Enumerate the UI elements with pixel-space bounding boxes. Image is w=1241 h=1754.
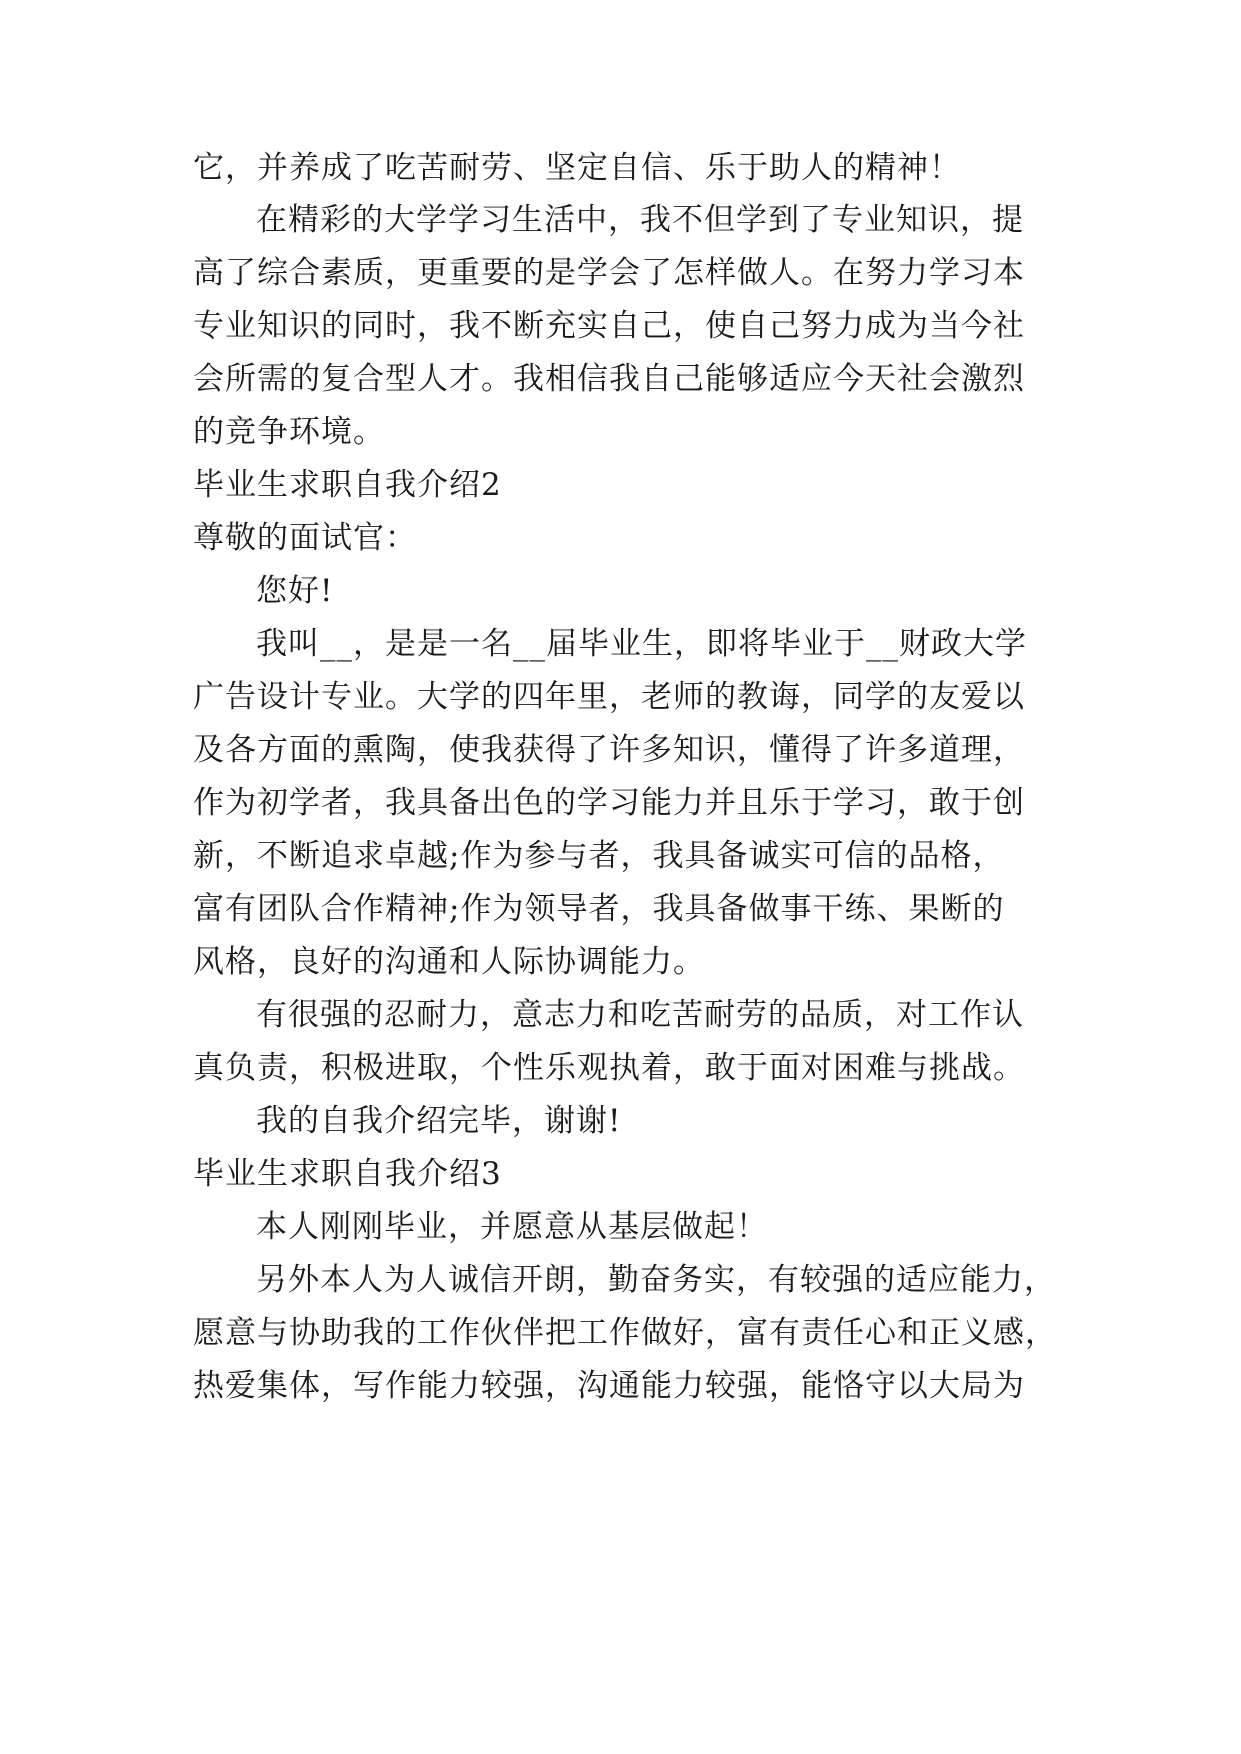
text-line: 真负责，积极进取，个性乐观执着，敢于面对困难与挑战。 (193, 1050, 1025, 1086)
text-line: 我叫__，是是一名__届毕业生，即将毕业于__财政大学 (256, 626, 1027, 662)
text-line: 热爱集体，写作能力较强，沟通能力较强，能恪守以大局为 (193, 1368, 1025, 1404)
text-line: 另外本人为人诚信开朗，勤奋务实，有较强的适应能力， (256, 1262, 1056, 1298)
text-line: 有很强的忍耐力，意志力和吃苦耐劳的品质，对工作认 (256, 997, 1024, 1033)
text-line: 高了综合素质，更重要的是学会了怎样做人。在努力学习本 (193, 255, 1025, 291)
text-line: 及各方面的熏陶，使我获得了许多知识，懂得了许多道理， (193, 732, 1025, 768)
text-line: 在精彩的大学学习生活中，我不但学到了专业知识，提 (256, 202, 1024, 238)
section-heading: 毕业生求职自我介绍3 (193, 1156, 502, 1192)
text-line: 的竞争环境。 (193, 414, 385, 450)
text-line: 本人刚刚毕业，并愿意从基层做起！ (256, 1209, 768, 1245)
text-line: 会所需的复合型人才。我相信我自己能够适应今天社会激烈 (193, 361, 1025, 397)
text-line: 专业知识的同时，我不断充实自己，使自己努力成为当今社 (193, 308, 1025, 344)
closing-line: 我的自我介绍完毕，谢谢! (256, 1103, 622, 1139)
greeting: 您好! (256, 573, 334, 609)
salutation: 尊敬的面试官： (193, 520, 417, 556)
text-line: 它，并养成了吃苦耐劳、坚定自信、乐于助人的精神！ (193, 150, 961, 186)
text-line: 愿意与协助我的工作伙伴把工作做好，富有责任心和正义感， (193, 1315, 1057, 1351)
text-line: 作为初学者，我具备出色的学习能力并且乐于学习，敢于创 (193, 785, 1025, 821)
text-line: 广告设计专业。大学的四年里，老师的教诲，同学的友爱以 (193, 679, 1025, 715)
text-line: 风格，良好的沟通和人际协调能力。 (193, 944, 705, 980)
text-line: 富有团队合作精神;作为领导者，我具备做事干练、果断的 (193, 891, 1005, 927)
text-line: 新，不断追求卓越;作为参与者，我具备诚实可信的品格， (193, 838, 1005, 874)
section-heading: 毕业生求职自我介绍2 (193, 467, 502, 503)
